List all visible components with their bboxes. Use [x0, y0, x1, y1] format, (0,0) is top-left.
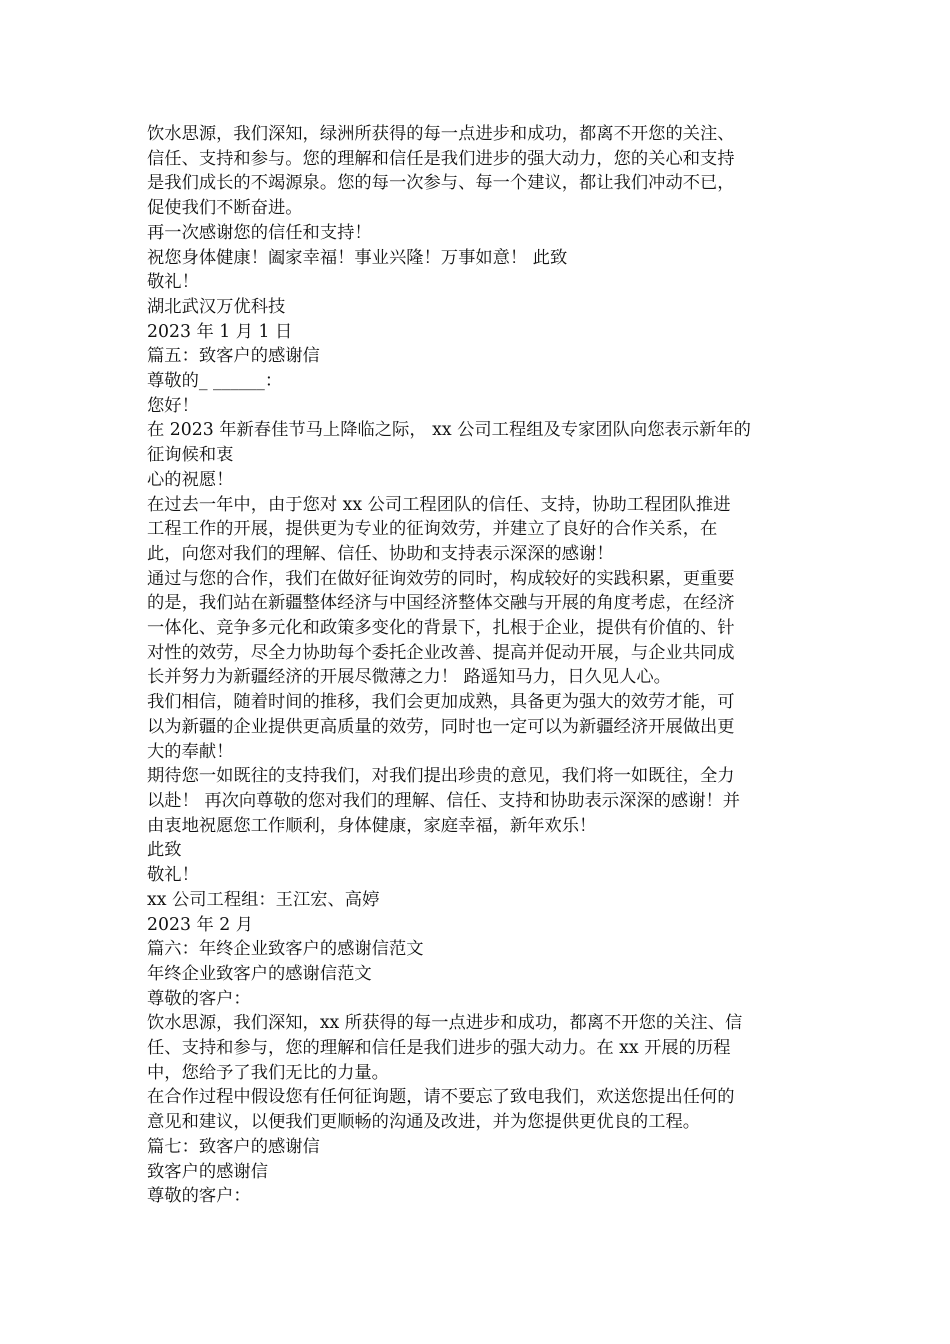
text-line: 敬礼！	[147, 865, 199, 886]
text-line: 饮水思源，我们深知，绿洲所获得的每一点进步和成功，都离不开您的关注、	[147, 124, 735, 144]
text-line: 由衷地祝愿您工作顺利，身体健康，家庭幸福，新年欢乐！	[147, 815, 597, 836]
text-line: 2023 年 1 月 1 日	[147, 321, 293, 342]
text-line: 以赴！ 再次向尊敬的您对我们的理解、信任、支持和协助表示深深的感谢！并	[147, 790, 741, 811]
text-line: 工程工作的开展，提供更为专业的征询效劳，并建立了良好的合作关系，在	[147, 519, 718, 540]
text-line: 信任、支持和参与。您的理解和信任是我们进步的强大动力，您的关心和支持	[147, 148, 735, 169]
text-line: 我们相信，随着时间的推移，我们会更加成熟，具备更为强大的效劳才能，可	[147, 692, 735, 713]
text-line: 任、支持和参与，您的理解和信任是我们进步的强大动力。在 xx 开展的历程	[147, 1038, 731, 1059]
text-line: 大的奉献！	[147, 741, 234, 762]
text-line: 以为新疆的企业提供更高质量的效劳，同时也一定可以为新疆经济开展做出更	[147, 716, 735, 737]
text-line: 尊敬的_ ______：	[147, 371, 283, 392]
text-line: 尊敬的客户：	[147, 1186, 251, 1207]
text-line: 征询候和衷	[147, 445, 234, 466]
text-line: 心的祝愿！	[147, 469, 234, 490]
text-line: 在 2023 年新春佳节马上降临之际， xx 公司工程组及专家团队向您表示新年的	[147, 420, 751, 441]
text-line: 对性的效劳，尽全力协助每个委托企业改善、提高并促动开展，与企业共同成	[147, 642, 735, 663]
text-line: 意见和建议，以便我们更顺畅的沟通及改进，并为您提供更优良的工程。	[147, 1112, 701, 1133]
text-line: 促使我们不断奋进。	[147, 198, 303, 219]
section-heading: 篇六：年终企业致客户的感谢信范文	[147, 939, 424, 960]
text-line: 长并努力为新疆经济的开展尽微薄之力！ 路遥知马力，日久见人心。	[147, 667, 671, 688]
text-line: 饮水思源，我们深知，xx 所获得的每一点进步和成功，都离不开您的关注、信	[147, 1013, 743, 1034]
text-line: 一体化、竞争多元化和政策多变化的背景下，扎根于企业，提供有价值的、针	[147, 618, 735, 639]
text-line: 致客户的感谢信	[147, 1161, 268, 1182]
text-line: 祝您身体健康！阖家幸福！事业兴隆！万事如意！ 此致	[147, 247, 568, 268]
text-line: 您好！	[147, 395, 199, 416]
text-line: xx 公司工程组：王江宏、高婷	[147, 889, 380, 910]
text-line: 通过与您的合作，我们在做好征询效劳的同时，构成较好的实践积累，更重要	[147, 568, 735, 589]
text-line: 年终企业致客户的感谢信范文	[147, 963, 372, 984]
section-heading: 篇五：致客户的感谢信	[147, 346, 320, 367]
text-line: 此致	[147, 840, 182, 861]
text-line: 在过去一年中，由于您对 xx 公司工程团队的信任、支持，协助工程团队推进	[147, 494, 731, 515]
document-page	[147, 122, 807, 1209]
text-line: 中，您给予了我们无比的力量。	[147, 1062, 389, 1083]
text-line: 尊敬的客户：	[147, 988, 251, 1009]
section-heading: 篇七：致客户的感谢信	[147, 1136, 320, 1157]
text-line: 再一次感谢您的信任和支持！	[147, 222, 372, 243]
text-line: 在合作过程中假设您有任何征询题，请不要忘了致电我们，欢送您提出任何的	[147, 1087, 735, 1108]
text-line: 的是，我们站在新疆整体经济与中国经济整体交融与开展的角度考虑，在经济	[147, 593, 735, 614]
text-line: 2023 年 2 月	[147, 914, 254, 935]
text-line: 敬礼！	[147, 272, 199, 293]
text-line: 期待您一如既往的支持我们，对我们提出珍贵的意见，我们将一如既往，全力	[147, 766, 735, 787]
text-line: 湖北武汉万优科技	[147, 296, 286, 317]
text-line: 此，向您对我们的理解、信任、协助和支持表示深深的感谢！	[147, 543, 614, 564]
text-line: 是我们成长的不竭源泉。您的每一次参与、每一个建议，都让我们冲动不已，	[147, 173, 735, 194]
